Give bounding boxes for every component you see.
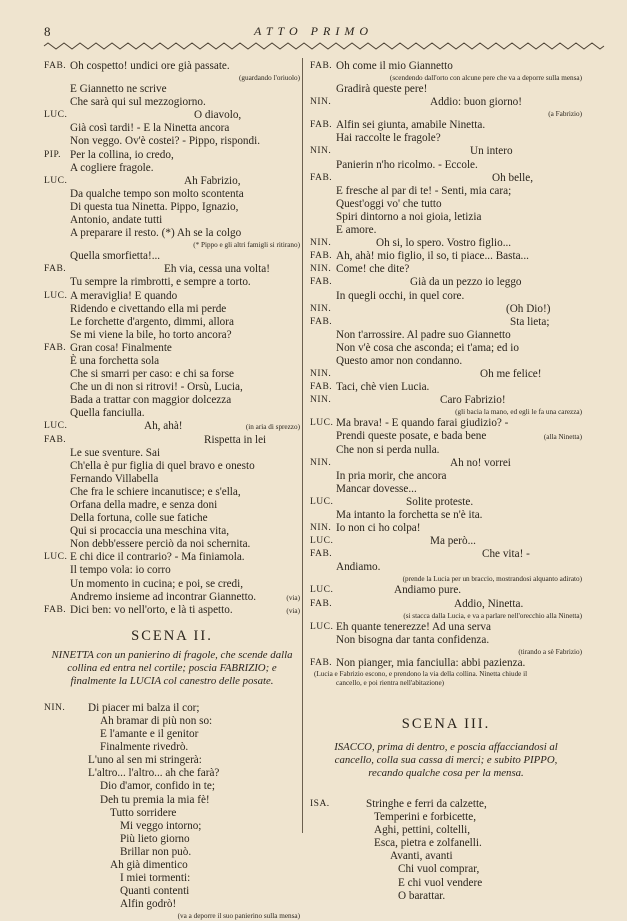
verse-text: Ma però... xyxy=(430,535,476,548)
verse-line xyxy=(44,538,300,551)
verse-line xyxy=(310,496,582,509)
verse-line xyxy=(44,807,300,820)
scene-3-song xyxy=(310,798,582,903)
verse-line xyxy=(44,898,300,911)
running-head: ATTO PRIMO xyxy=(254,24,373,38)
verse-text: Ah Fabrizio, xyxy=(184,174,241,187)
verse-text: I miei tormenti: xyxy=(120,872,191,885)
speaker-label: FAB. xyxy=(44,264,67,275)
verse-text: Aghi, pettini, coltelli, xyxy=(374,824,471,837)
verse-text: A cogliere fragole. xyxy=(70,161,154,174)
verse-text: Che fra le schiere incanutisce; e s'ella, xyxy=(70,485,241,498)
verse-line xyxy=(310,811,582,824)
speaker-label: NIN. xyxy=(310,238,332,249)
verse-line xyxy=(44,859,300,872)
verse-line xyxy=(44,201,300,214)
verse-text: Eh quante tenerezze! Ad una serva xyxy=(336,620,491,633)
verse-text: Io non ci ho colpa! xyxy=(336,522,421,535)
verse-line xyxy=(310,83,582,96)
verse-line xyxy=(310,394,582,407)
verse-text: Orfana della madre, e senza doni xyxy=(70,499,218,511)
verse-text: E chi dice il contrario? - Ma finiamola. xyxy=(70,551,245,564)
scene-2-desc-line: collina ed entra nel cortile; poscia FABRIZIO; e xyxy=(67,661,277,674)
stage-direction: (va a deporre il suo panierino sulla mensa) xyxy=(177,912,300,921)
verse-text: Finalmente rivedrò. xyxy=(100,741,189,754)
verse-text: Se mi viene la bile, ho torto ancora? xyxy=(70,328,232,341)
verse-text: Ah già dimentico xyxy=(110,858,188,871)
verse-line xyxy=(44,342,300,355)
verse-line xyxy=(44,109,300,122)
verse-text: Ridendo e civettando ella mi perde xyxy=(70,302,227,315)
speaker-label: FAB. xyxy=(310,598,333,609)
verse-line xyxy=(310,211,582,224)
verse-line xyxy=(44,591,300,604)
verse-line xyxy=(44,162,300,175)
speaker-label: FAB. xyxy=(44,604,67,615)
stage-direction: (in aria di sprezzo) xyxy=(245,423,300,432)
verse-line xyxy=(310,198,582,211)
verse-text: Che si smarri per caso: e chi sa forse xyxy=(70,368,235,381)
verse-line xyxy=(44,715,300,728)
verse-text: Ma brava! - E quando farai giudizio? - xyxy=(336,417,509,430)
verse-text: Addio, Ninetta. xyxy=(454,597,524,610)
verse-line xyxy=(44,175,300,188)
verse-text: Oh belle, xyxy=(492,171,534,184)
speaker-label: NIN. xyxy=(310,457,332,468)
verse-text: Quest'oggi vo' che tutto xyxy=(336,197,442,210)
speaker-label: NIN. xyxy=(310,97,332,108)
verse-text: Che sarà qui sul mezzogiorno. xyxy=(70,96,206,109)
speaker-label: NIN. xyxy=(310,264,332,275)
verse-line xyxy=(44,754,300,767)
verse-line xyxy=(44,578,300,591)
verse-line xyxy=(310,837,582,850)
header-ornament-rule xyxy=(44,42,604,50)
verse-line xyxy=(44,499,300,512)
verse-text: Antonio, andate tutti xyxy=(70,214,163,227)
verse-line xyxy=(44,276,300,289)
verse-text: Di questa tua Ninetta. Pippo, Ignazio, xyxy=(70,200,239,213)
right-column xyxy=(310,60,582,903)
stage-direction: (tirando a sè Fabrizio) xyxy=(518,647,582,656)
verse-line xyxy=(44,316,300,329)
verse-text: Caro Fabrizio! xyxy=(440,394,506,407)
verse-text: Ah, ahà! xyxy=(144,420,183,433)
speaker-label: LUC. xyxy=(44,421,68,432)
verse-line xyxy=(310,621,582,634)
verse-line xyxy=(44,355,300,368)
verse-line xyxy=(310,509,582,522)
verse-text: Tu sempre la rimbrotti, e sempre a torto. xyxy=(70,276,251,289)
column-divider xyxy=(302,58,303,833)
verse-text: Spiri dintorno a noi gioia, letizia xyxy=(336,210,482,223)
verse-text: Non pianger, mia fanciulla: abbi pazienza. xyxy=(336,656,526,669)
verse-text: Andremo insieme ad incontrar Giannetto. xyxy=(70,590,257,603)
verse-line xyxy=(44,702,300,715)
verse-text: Addio: buon giorno! xyxy=(430,96,522,109)
verse-line xyxy=(44,83,300,96)
verse-line xyxy=(310,483,582,496)
verse-text: Questo amor non condanno. xyxy=(336,354,463,367)
verse-line xyxy=(310,276,582,289)
verse-line xyxy=(44,473,300,486)
verse-line xyxy=(310,470,582,483)
stage-direction: (gli bacia la mano, ed egli le fa una carezza) xyxy=(455,408,582,417)
speaker-label: FAB. xyxy=(310,549,333,560)
verse-text: Mancar dovesse... xyxy=(336,482,417,495)
speaker-label: FAB. xyxy=(310,61,333,71)
verse-line xyxy=(310,60,582,73)
verse-line xyxy=(310,824,582,837)
verse-text: Alfin godrò! xyxy=(120,898,177,911)
speaker-label: FAB. xyxy=(310,120,333,131)
verse-line xyxy=(44,833,300,846)
verse-line xyxy=(44,263,300,276)
verse-line xyxy=(310,250,582,263)
speaker-label: LUC. xyxy=(310,496,334,507)
stage-direction: cancello, e poi rientra nell'abitazione) xyxy=(336,679,445,688)
verse-line xyxy=(310,850,582,863)
verse-text: In quegli occhi, in quel core. xyxy=(336,289,465,302)
verse-text: Più lieto giorno xyxy=(120,832,190,845)
verse-line xyxy=(310,634,582,647)
speaker-label: FAB. xyxy=(310,316,333,327)
verse-text: Per la collina, io credo, xyxy=(70,148,174,161)
verse-text: Quanti contenti xyxy=(120,885,190,898)
verse-text: Temperini e forbicette, xyxy=(374,811,477,824)
verse-text: Della fortuna, colle sue fatiche xyxy=(70,512,208,525)
verse-line xyxy=(44,96,300,109)
verse-text: Hai raccolte le fragole? xyxy=(336,132,441,145)
verse-text: Ah, ahà! mio figlio, il so, ti piace... Basta... xyxy=(336,250,529,263)
verse-text: Brillar non può. xyxy=(120,845,192,858)
speaker-label: NIN. xyxy=(44,702,66,713)
verse-text: Le sue sventure. Sai xyxy=(70,446,161,459)
speaker-label: NIN. xyxy=(310,523,332,534)
scene-2-desc-line: finalmente la LUCIA col canestro delle posate. xyxy=(70,674,274,687)
verse-line xyxy=(44,149,300,162)
verse-line xyxy=(44,512,300,525)
verse-text: E fresche al par di te! - Senti, mia cara; xyxy=(336,184,512,197)
verse-line xyxy=(310,598,582,611)
verse-text: E chi vuol vendere xyxy=(398,876,483,889)
stage-direction: (via) xyxy=(286,606,300,615)
verse-line xyxy=(44,846,300,859)
speaker-label: FAB. xyxy=(44,434,67,445)
speaker-label: LUC. xyxy=(44,290,68,301)
speaker-label: LUC. xyxy=(310,621,334,632)
verse-line xyxy=(310,548,582,561)
stage-direction: (guardando l'oriuolo) xyxy=(239,74,300,83)
speaker-label: NIN. xyxy=(310,369,332,380)
verse-text: Oh cospetto! undici ore già passate. xyxy=(70,60,230,72)
verse-text: Taci, chè vien Lucia. xyxy=(336,381,430,394)
verse-line xyxy=(44,420,300,433)
verse-line xyxy=(310,368,582,381)
verse-line xyxy=(310,119,582,132)
verse-text: Ah no! vorrei xyxy=(450,456,511,469)
verse-line xyxy=(310,342,582,355)
verse-text: Rispetta in lei xyxy=(204,433,267,446)
verse-line xyxy=(44,434,300,447)
verse-text: Gran cosa! Finalmente xyxy=(70,341,172,354)
speaker-label: FAB. xyxy=(310,657,333,668)
verse-text: Sta lieta; xyxy=(510,315,550,328)
verse-line xyxy=(44,250,300,263)
verse-line xyxy=(310,329,582,342)
verse-line xyxy=(310,237,582,250)
verse-line xyxy=(310,877,582,890)
scene-2-desc-line: NINETTA con un panierino di fragole, che scende dalla xyxy=(51,648,293,661)
verse-text: Che vita! - xyxy=(482,548,530,561)
verse-text: Gradirà queste pere! xyxy=(336,83,428,96)
verse-text: Quella fanciulla. xyxy=(70,407,145,420)
verse-text: Panierin n'ho ricolmo. - Eccole. xyxy=(336,158,478,171)
verse-line xyxy=(44,122,300,135)
verse-text: A preparare il resto. (*) Ah se la colgo xyxy=(70,227,242,240)
verse-line xyxy=(44,407,300,420)
verse-line xyxy=(310,430,582,443)
verse-text: E amore. xyxy=(336,224,377,237)
verse-line xyxy=(44,135,300,148)
verse-text: Prendi queste posate, e bada bene xyxy=(336,430,487,443)
verse-text: Ch'ella è pur figlia di quel bravo e onesto xyxy=(70,459,255,472)
verse-line xyxy=(44,551,300,564)
stage-direction: (* Pippo e gli altri famigli si ritirano) xyxy=(193,241,300,250)
verse-line xyxy=(44,460,300,473)
verse-text: Bada a trattar con maggior dolcezza xyxy=(70,394,232,407)
verse-text: Tutto sorridere xyxy=(110,806,177,819)
verse-text: Oh si, lo spero. Vostro figlio... xyxy=(376,237,512,250)
verse-line xyxy=(44,290,300,303)
page-number: 8 xyxy=(44,24,51,39)
verse-line xyxy=(310,890,582,903)
verse-text: Di piacer mi balza il cor; xyxy=(88,701,200,714)
verse-line xyxy=(44,820,300,833)
verse-line xyxy=(310,224,582,237)
verse-line xyxy=(310,263,582,276)
verse-line xyxy=(310,381,582,394)
verse-line xyxy=(310,863,582,876)
verse-text: (Oh Dio!) xyxy=(506,302,551,315)
verse-line xyxy=(310,798,582,811)
speaker-label: FAB. xyxy=(310,277,333,288)
verse-text: Da qualche tempo son molto scontenta xyxy=(70,187,244,200)
verse-line xyxy=(44,60,300,73)
verse-line xyxy=(44,564,300,577)
verse-text: Che non si perda nulla. xyxy=(336,443,440,456)
verse-text: Quella smorfietta!... xyxy=(70,250,161,263)
verse-text: Deh tu premia la mia fè! xyxy=(100,793,210,806)
verse-text: Non veggo. Ov'è costei? - Pippo, rispondi. xyxy=(70,135,261,148)
verse-text: Alfin sei giunta, amabile Ninetta. xyxy=(336,119,486,132)
verse-text: Fernando Villabella xyxy=(70,472,159,485)
verse-text: Già da un pezzo io leggo xyxy=(410,276,522,289)
verse-text: Ma intanto la forchetta se n'è ita. xyxy=(336,509,483,521)
verse-text: Eh via, cessa una volta! xyxy=(164,263,270,276)
left-column xyxy=(44,60,300,921)
verse-line xyxy=(44,486,300,499)
verse-text: Come! che dite? xyxy=(336,263,410,276)
verse-text: O diavolo, xyxy=(194,109,242,122)
verse-text: L'altro... l'altro... ah che farà? xyxy=(88,767,220,780)
verse-text: Solite proteste. xyxy=(406,495,474,508)
speaker-label: LUC. xyxy=(310,585,334,596)
verse-text: Già così tardi! - E la Ninetta ancora xyxy=(70,122,230,135)
scene-3-desc-line: ISACCO, prima di dentro, e poscia affacciandosi al xyxy=(334,740,558,753)
verse-text: L'uno al sen mi stringerà: xyxy=(88,754,202,767)
verse-line xyxy=(310,561,582,574)
speaker-label: ISA. xyxy=(310,798,330,809)
verse-line xyxy=(44,885,300,898)
verse-line xyxy=(310,303,582,316)
verse-line xyxy=(310,316,582,329)
stage-direction: (alla Ninetta) xyxy=(543,433,582,442)
verse-text: Non bisogna dar tanta confidenza. xyxy=(336,633,490,646)
verse-line xyxy=(44,303,300,316)
scene-2-aria xyxy=(44,702,300,921)
speaker-label: NIN. xyxy=(310,303,332,314)
verse-text: Ah bramar di più non so: xyxy=(100,714,213,727)
verse-text: Non v'è cosa che asconda; ei t'ama; ed io xyxy=(336,341,519,354)
verse-line xyxy=(310,584,582,597)
verse-text: E l'amante e il genitor xyxy=(100,728,199,741)
speaker-label: LUC. xyxy=(44,110,68,121)
verse-text: Dio d'amor, confido in te; xyxy=(100,780,215,793)
verse-line xyxy=(44,780,300,793)
verse-text: Chi vuol comprar, xyxy=(398,863,480,876)
stage-direction: (a Fabrizio) xyxy=(548,110,582,119)
speaker-label: FAB. xyxy=(44,342,67,353)
scene-3-desc-line: cancello, colla sua cassa di merci; e subito PIPPO, xyxy=(334,753,558,766)
scene-2-title: SCENA II. xyxy=(131,627,213,644)
verse-line xyxy=(310,417,582,430)
speaker-label: PIP. xyxy=(44,149,62,160)
speaker-label: FAB. xyxy=(310,382,333,393)
verse-text: A meraviglia! E quando xyxy=(70,289,178,302)
verse-line xyxy=(44,214,300,227)
verse-line xyxy=(310,444,582,457)
speaker-label: FAB. xyxy=(310,172,333,183)
verse-text: Le forchette d'argento, dimmi, allora xyxy=(70,315,234,328)
verse-text: Un momento in cucina; e poi, se credi, xyxy=(70,577,244,590)
verse-text: Andiamo pure. xyxy=(394,584,462,597)
verse-text: Oh come il mio Giannetto xyxy=(336,60,453,72)
speaker-label: LUC. xyxy=(44,552,68,563)
verse-text: Un intero xyxy=(470,145,513,158)
speaker-label: FAB. xyxy=(310,251,333,262)
verse-line xyxy=(310,172,582,185)
verse-line xyxy=(310,145,582,158)
verse-line xyxy=(310,132,582,145)
verse-text: Non t'arrossire. Al padre suo Giannetto xyxy=(336,328,511,341)
verse-line xyxy=(310,522,582,535)
scene-3-desc-line: recando qualche cosa per la mensa. xyxy=(368,766,524,779)
verse-text: Che un di non si ritrovi! - Orsù, Lucia, xyxy=(70,381,243,394)
verse-line xyxy=(44,728,300,741)
verse-text: È una forchetta sola xyxy=(70,354,160,367)
verse-line xyxy=(44,368,300,381)
verse-line xyxy=(310,355,582,368)
verse-line xyxy=(44,872,300,885)
speaker-label: LUC. xyxy=(44,175,68,186)
verse-line xyxy=(44,381,300,394)
stage-direction: (Lucia e Fabrizio escono, e prendono la via della collina. Ninetta chiude il xyxy=(314,669,528,678)
verse-text: Il tempo vola: io corro xyxy=(70,564,171,577)
speaker-label: NIN. xyxy=(310,146,332,157)
stage-direction: (si stacca dalla Lucia, e va a parlare nell'orecchio alla Ninetta) xyxy=(403,611,582,620)
verse-line xyxy=(44,188,300,201)
verse-text: Mi veggo intorno; xyxy=(120,819,202,832)
speaker-label: NIN. xyxy=(310,395,332,406)
verse-line xyxy=(44,227,300,240)
verse-text: O barattar. xyxy=(398,889,446,902)
verse-line xyxy=(310,290,582,303)
verse-line xyxy=(310,159,582,172)
verse-text: Andiamo. xyxy=(336,561,381,574)
verse-text: Avanti, avanti xyxy=(390,850,453,863)
verse-line xyxy=(310,185,582,198)
verse-text: Non debb'essere perciò da noi schernita. xyxy=(70,538,251,551)
verse-line xyxy=(44,329,300,342)
verse-text: Esca, pietra e zolfanelli. xyxy=(374,837,482,850)
stage-direction: (scendendo dall'orto con alcune pere che va a deporre sulla mensa) xyxy=(389,74,582,83)
verse-text: Oh me felice! xyxy=(480,368,542,381)
verse-text: Dici ben: vo nell'orto, e là ti aspetto. xyxy=(70,603,233,616)
verse-text: E Giannetto ne scrive xyxy=(70,83,167,96)
speaker-label: FAB. xyxy=(44,61,67,71)
verse-line xyxy=(44,394,300,407)
verse-line xyxy=(310,96,582,109)
stage-direction: (prende la Lucia per un braccio, mostrandosi alquanto adirato) xyxy=(402,575,582,584)
verse-line xyxy=(44,767,300,780)
scene-2-dialogue xyxy=(310,60,582,670)
verse-text: Stringhe e ferri da calzette, xyxy=(366,797,487,810)
stage-direction: (via) xyxy=(286,593,300,602)
verse-line xyxy=(44,525,300,538)
verse-line xyxy=(44,447,300,460)
verse-line xyxy=(44,604,300,617)
verse-line xyxy=(44,794,300,807)
verse-line xyxy=(310,657,582,670)
scene-3-title: SCENA III. xyxy=(401,715,491,732)
verse-text: In pria morir, che ancora xyxy=(336,469,447,482)
verse-text: Qui si procaccia una meschina vita, xyxy=(70,525,230,538)
verse-line xyxy=(44,741,300,754)
speaker-label: LUC. xyxy=(310,536,334,547)
scene-1-dialogue xyxy=(44,60,300,617)
verse-line xyxy=(310,457,582,470)
speaker-label: LUC. xyxy=(310,418,334,429)
verse-line xyxy=(310,535,582,548)
